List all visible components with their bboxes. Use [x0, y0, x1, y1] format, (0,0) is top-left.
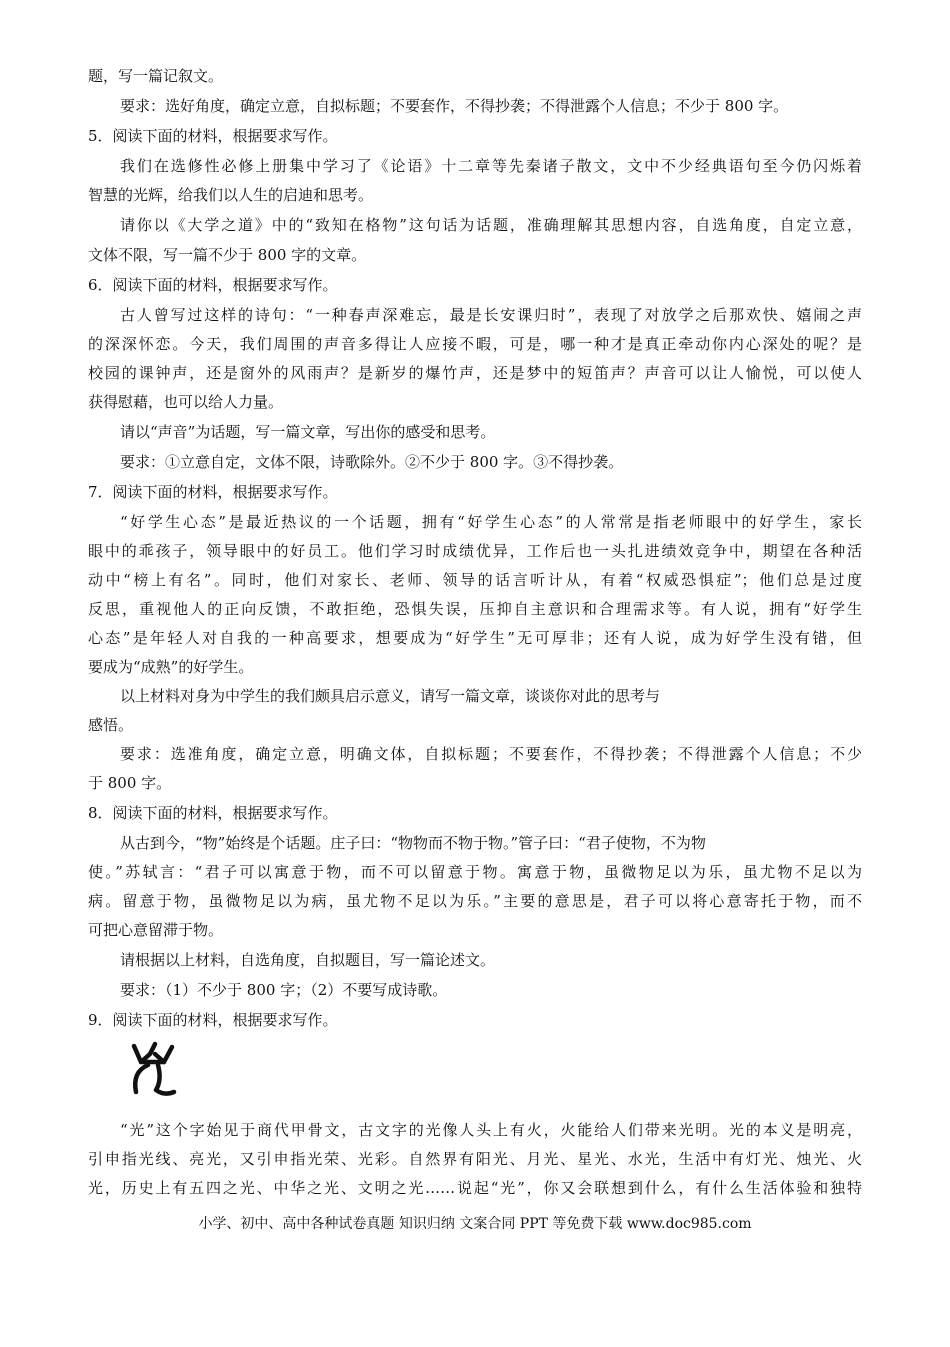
text-line: 获得慰藉，也可以给人力量。	[88, 393, 284, 411]
page-footer: 小学、初中、高中各种试卷真题 知识归纳 文案合同 PPT 等免费下载 www.doc985.com	[198, 1216, 752, 1232]
question-heading: 8．阅读下面的材料，根据要求写作。	[88, 804, 338, 822]
text-line: 从古到今，“物”始终是个话题。庄子曰：“物物而不物于物。”管子曰：“君子使物，不为物	[120, 834, 706, 852]
text-line: 题，写一篇记叙文。	[88, 67, 224, 85]
text-line: 文体不限，写一篇不少于 800 字的文章。	[88, 246, 367, 264]
text-line: 请根据以上材料，自选角度，自拟题目，写一篇论述文。	[120, 951, 496, 969]
text-line: 眼中的乖孩子，领导眼中的好员工。他们学习时成绩优异，工作后也一头扎进绩效竞争中，期望在各种活	[88, 542, 862, 560]
text-line: 要求：①立意自定，文体不限，诗歌除外。②不少于 800 字。③不得抄袭。	[120, 453, 624, 471]
text-line: 于 800 字。	[88, 774, 172, 792]
text-line: 校园的课钟声，还是窗外的风雨声？是新岁的爆竹声，还是梦中的短笛声？声音可以让人愉悦，可以使人	[88, 364, 862, 382]
question-heading: 6．阅读下面的材料，根据要求写作。	[88, 276, 338, 294]
text-line: 要成为“成熟”的好学生。	[88, 658, 254, 676]
text-line: 以上材料对身为中学生的我们颇具启示意义，请写一篇文章，谈谈你对此的思考与	[120, 687, 661, 705]
question-heading: 5．阅读下面的材料，根据要求写作。	[88, 127, 338, 145]
text-line: 我们在选修性必修上册集中学习了《论语》十二章等先秦诸子散文，文中不少经典语句至今仍闪烁着	[120, 157, 862, 175]
text-line: 动中“榜上有名”。同时，他们对家长、老师、领导的话言听计从，有着“权威恐惧症”；他们总是过度	[88, 571, 862, 589]
text-line: 病。留意于物，虽微物足以为病，虽尤物不足以为乐。”主要的意思是，君子可以将心意寄托于物，而不	[88, 892, 862, 910]
text-line: 引申指光线、亮光，又引申指光荣、光彩。自然界有阳光、月光、星光、水光，生活中有灯光、烛光、火	[88, 1150, 862, 1168]
text-line: 要求：选准角度，确定立意，明确文体，自拟标题；不要套作，不得抄袭；不得泄露个人信息；不少	[120, 745, 862, 763]
oracle-bone-character-icon	[128, 1040, 178, 1102]
text-line: 智慧的光辉，给我们以人生的启迪和思考。	[88, 186, 374, 204]
text-line: 光，历史上有五四之光、中华之光、文明之光……说起“光”，你又会联想到什么，有什么生活体验和独特	[88, 1179, 862, 1197]
text-line: 感悟。	[88, 716, 134, 734]
text-line: 古人曾写过这样的诗句：“一种春声深难忘，最是长安课归时”，表现了对放学之后那欢快、嬉闹之声	[120, 306, 862, 324]
text-line: 要求：（1）不少于 800 字；（2）不要写成诗歌。	[120, 981, 448, 999]
text-line: 反思，重视他人的正向反馈，不敢拒绝，恐惧失误，压抑自主意识和合理需求等。有人说，拥有“好学生	[88, 600, 862, 618]
text-line: 请以“声音”为话题，写一篇文章，写出你的感受和思考。	[120, 423, 496, 441]
text-line: “光”这个字始见于商代甲骨文，古文字的光像人头上有火，火能给人们带来光明。光的本义是明亮，	[120, 1121, 862, 1139]
text-line: 心态”是年轻人对自我的一种高要求，想要成为“好学生”无可厚非；还有人说，成为好学生没有错，但	[88, 629, 862, 647]
question-heading: 7．阅读下面的材料，根据要求写作。	[88, 483, 338, 501]
text-line: 可把心意留滞于物。	[88, 921, 224, 939]
text-line: “好学生心态”是最近热议的一个话题，拥有“好学生心态”的人常常是指老师眼中的好学生，家长	[120, 513, 862, 531]
question-heading: 9．阅读下面的材料，根据要求写作。	[88, 1011, 338, 1029]
text-line: 使。”苏轼言：“君子可以寓意于物，而不可以留意于物。寓意于物，虽微物足以为乐，虽尤物不足以为	[88, 863, 862, 881]
text-line: 要求：选好角度，确定立意，自拟标题；不要套作，不得抄袭；不得泄露个人信息；不少于 800 字。	[120, 97, 789, 115]
text-line: 请你以《大学之道》中的“致知在格物”这句话为话题，准确理解其思想内容，自选角度，自定立意，	[120, 216, 862, 234]
text-line: 的深深怀恋。今天，我们周围的声音多得让人应接不暇，可是，哪一种才是真正牵动你内心深处的呢？是	[88, 335, 862, 353]
